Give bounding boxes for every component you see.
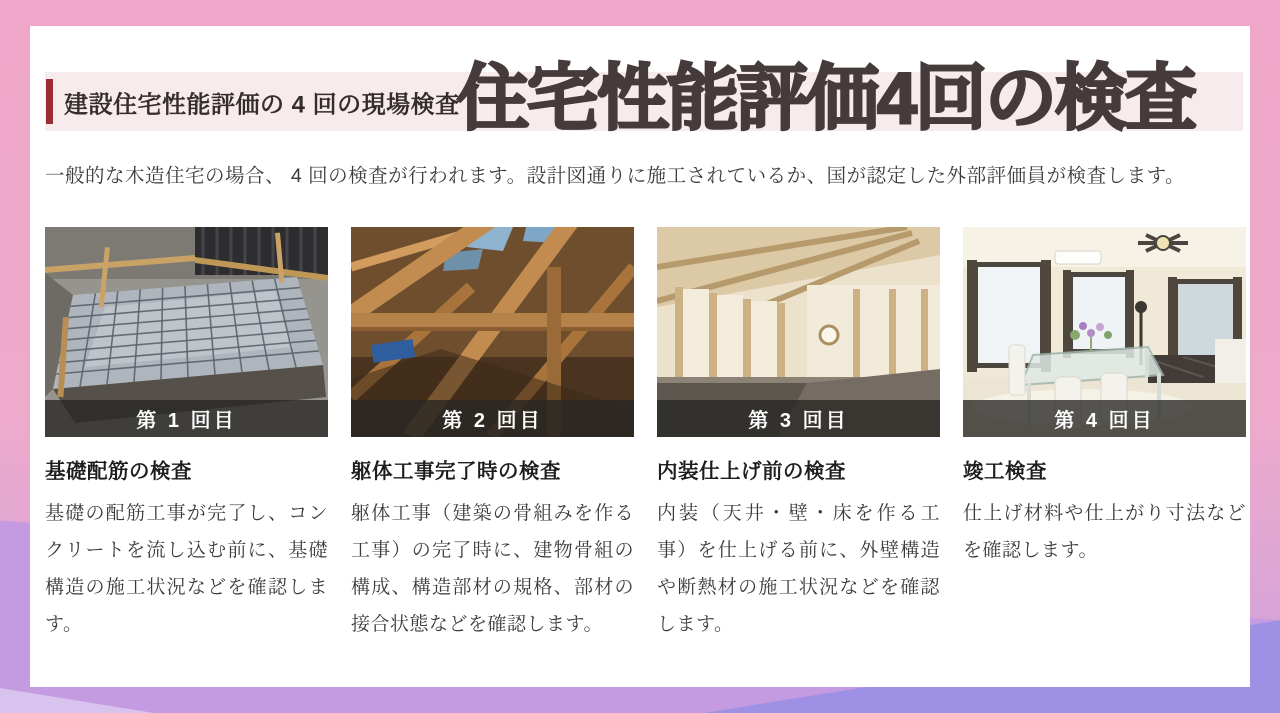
step-badge: 第 1 回目: [45, 400, 328, 437]
step-heading: 基礎配筋の検査: [45, 460, 192, 483]
step-photo: [351, 227, 634, 437]
step-description: 仕上げ材料や仕上がり寸法などを確認します。: [963, 503, 1246, 562]
inspection-step: [963, 227, 1246, 643]
step-badge: 第 3 回目: [657, 400, 940, 437]
step-photo: [45, 227, 328, 437]
step-heading: 内装仕上げ前の検査: [657, 460, 846, 483]
intro-text: 一般的な木造住宅の場合、 4 回の検査が行われます。設計図通りに施工されているか、国が認定した外部評価員が検査します。: [45, 165, 1186, 187]
inspection-step: [657, 227, 940, 643]
inspection-step: [351, 227, 634, 643]
step-description: 躯体工事（建築の骨組みを作る工事）の完了時に、建物骨組の構成、構造部材の規格、部材の接合状態などを確認します。: [351, 503, 634, 636]
accent-bar: [46, 79, 53, 124]
step-heading: 躯体工事完了時の検査: [351, 460, 561, 483]
inspection-step: [45, 227, 328, 643]
step-badge: 第 2 回目: [351, 400, 634, 437]
page-title: 住宅性能評価4回の検査: [456, 59, 1195, 139]
step-photo: [963, 227, 1246, 437]
step-heading: 竣工検査: [963, 460, 1047, 483]
step-photo: [657, 227, 940, 437]
step-description: 基礎の配筋工事が完了し、コンクリートを流し込む前に、基礎構造の施工状況などを確認します。: [45, 503, 328, 636]
content-card: [30, 26, 1250, 687]
inspection-steps: [45, 227, 1246, 643]
step-description: 内装（天井・壁・床を作る工事）を仕上げる前に、外壁構造や断熱材の施工状況などを確認します。: [657, 503, 940, 636]
step-badge: 第 4 回目: [963, 400, 1246, 437]
section-label: 建設住宅性能評価の 4 回の現場検査: [64, 91, 460, 118]
section-label-strip: [45, 59, 1243, 139]
